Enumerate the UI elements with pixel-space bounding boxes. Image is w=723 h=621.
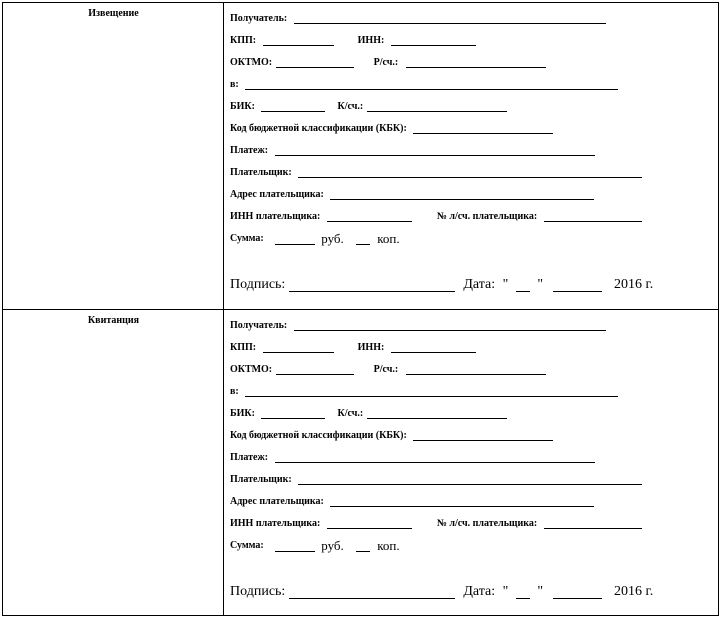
date-label: Дата: [463, 277, 496, 292]
kpp-blank[interactable] [263, 341, 334, 353]
signature-date-row [230, 276, 653, 294]
rub-label: руб. [321, 538, 344, 553]
oktmo-account-row [230, 56, 546, 70]
date-month-blank[interactable] [553, 584, 602, 599]
kbk-row [230, 122, 553, 136]
amount-kop-blank[interactable] [356, 233, 370, 245]
payer-address-label: Адрес плательщика: [230, 496, 324, 507]
date-quote-close: " [537, 277, 544, 292]
payer-label: Плательщик: [230, 474, 292, 485]
corr-account-label: К/сч.: [337, 101, 364, 112]
signature-blank[interactable] [289, 584, 455, 599]
bank-blank[interactable] [245, 78, 618, 90]
payer-row [230, 473, 642, 487]
bank-blank[interactable] [245, 385, 618, 397]
date-label: Дата: [463, 584, 496, 599]
recipient-row [230, 12, 606, 26]
payer-inn-account-row [230, 210, 642, 224]
notice-section [3, 3, 718, 310]
kbk-blank[interactable] [413, 429, 553, 441]
payer-account-label: № л/сч. плательщика: [436, 211, 538, 222]
oktmo-account-row [230, 363, 546, 377]
kop-label: коп. [377, 231, 400, 246]
payment-form [2, 2, 719, 616]
inn-blank[interactable] [391, 34, 476, 46]
account-label: Р/сч.: [373, 57, 399, 68]
bank-label: в: [230, 79, 239, 90]
recipient-blank[interactable] [294, 12, 606, 24]
payer-inn-account-row [230, 517, 642, 531]
amount-rub-blank[interactable] [275, 233, 315, 245]
rub-label: руб. [321, 231, 344, 246]
recipient-blank[interactable] [294, 319, 606, 331]
kpp-label: КПП: [230, 35, 257, 46]
kbk-row [230, 429, 553, 443]
amount-label: Сумма: [230, 233, 264, 244]
bik-label: БИК: [230, 408, 255, 419]
section-title: Извещение [88, 8, 139, 19]
date-day-blank[interactable] [516, 277, 530, 292]
oktmo-blank[interactable] [276, 363, 354, 375]
payer-inn-blank[interactable] [327, 517, 412, 529]
recipient-label: Получатель: [230, 13, 288, 24]
account-label: Р/сч.: [373, 364, 399, 375]
payment-blank[interactable] [275, 144, 595, 156]
payer-address-row [230, 188, 594, 202]
kpp-label: КПП: [230, 342, 257, 353]
receipt-section [3, 310, 718, 615]
inn-label: ИНН: [357, 342, 385, 353]
oktmo-label: ОКТМО: [230, 57, 273, 68]
oktmo-label: ОКТМО: [230, 364, 273, 375]
payer-label: Плательщик: [230, 167, 292, 178]
bik-blank[interactable] [261, 100, 325, 112]
payer-inn-blank[interactable] [327, 210, 412, 222]
bank-row [230, 385, 618, 399]
date-day-blank[interactable] [516, 584, 530, 599]
kpp-inn-row [230, 341, 476, 355]
payer-row [230, 166, 642, 180]
oktmo-blank[interactable] [276, 56, 354, 68]
date-quote-open: " [502, 584, 509, 599]
payer-inn-label: ИНН плательщика: [230, 518, 321, 529]
amount-row [230, 231, 400, 247]
payer-blank[interactable] [298, 166, 642, 178]
date-quote-close: " [537, 584, 544, 599]
kpp-blank[interactable] [263, 34, 334, 46]
payment-row [230, 144, 595, 158]
receipt-label-cell [3, 310, 224, 615]
payment-label: Платеж: [230, 452, 269, 463]
kpp-inn-row [230, 34, 476, 48]
amount-rub-blank[interactable] [275, 540, 315, 552]
section-title: Квитанция [87, 315, 140, 326]
date-month-blank[interactable] [553, 277, 602, 292]
notice-label-cell [3, 3, 224, 309]
payer-inn-label: ИНН плательщика: [230, 211, 321, 222]
kbk-blank[interactable] [413, 122, 553, 134]
payer-account-blank[interactable] [544, 517, 642, 529]
bik-corr-row [230, 100, 507, 114]
inn-blank[interactable] [391, 341, 476, 353]
payer-blank[interactable] [298, 473, 642, 485]
amount-kop-blank[interactable] [356, 540, 370, 552]
account-blank[interactable] [406, 363, 546, 375]
bik-label: БИК: [230, 101, 255, 112]
recipient-row [230, 319, 606, 333]
signature-label: Подпись: [230, 584, 286, 599]
bank-label: в: [230, 386, 239, 397]
bik-corr-row [230, 407, 507, 421]
signature-date-row [230, 583, 653, 601]
date-year: 2016 г. [614, 584, 654, 599]
kop-label: коп. [377, 538, 400, 553]
payment-row [230, 451, 595, 465]
signature-label: Подпись: [230, 277, 286, 292]
payment-label: Платеж: [230, 145, 269, 156]
amount-label: Сумма: [230, 540, 264, 551]
payer-address-blank[interactable] [330, 188, 594, 200]
corr-account-blank[interactable] [367, 100, 507, 112]
receipt-fields [224, 310, 718, 615]
inn-label: ИНН: [357, 35, 385, 46]
amount-row [230, 538, 400, 554]
bik-blank[interactable] [261, 407, 325, 419]
date-year: 2016 г. [614, 277, 654, 292]
date-quote-open: " [502, 277, 509, 292]
bank-row [230, 78, 618, 92]
kbk-label: Код бюджетной классификации (КБК): [230, 430, 407, 441]
recipient-label: Получатель: [230, 320, 288, 331]
payer-account-label: № л/сч. плательщика: [436, 518, 538, 529]
corr-account-label: К/сч.: [337, 408, 364, 419]
signature-blank[interactable] [289, 277, 455, 292]
kbk-label: Код бюджетной классификации (КБК): [230, 123, 407, 134]
payer-account-blank[interactable] [544, 210, 642, 222]
payment-blank[interactable] [275, 451, 595, 463]
payer-address-label: Адрес плательщика: [230, 189, 324, 200]
payer-address-row [230, 495, 594, 509]
account-blank[interactable] [406, 56, 546, 68]
payer-address-blank[interactable] [330, 495, 594, 507]
notice-fields [224, 3, 718, 309]
corr-account-blank[interactable] [367, 407, 507, 419]
